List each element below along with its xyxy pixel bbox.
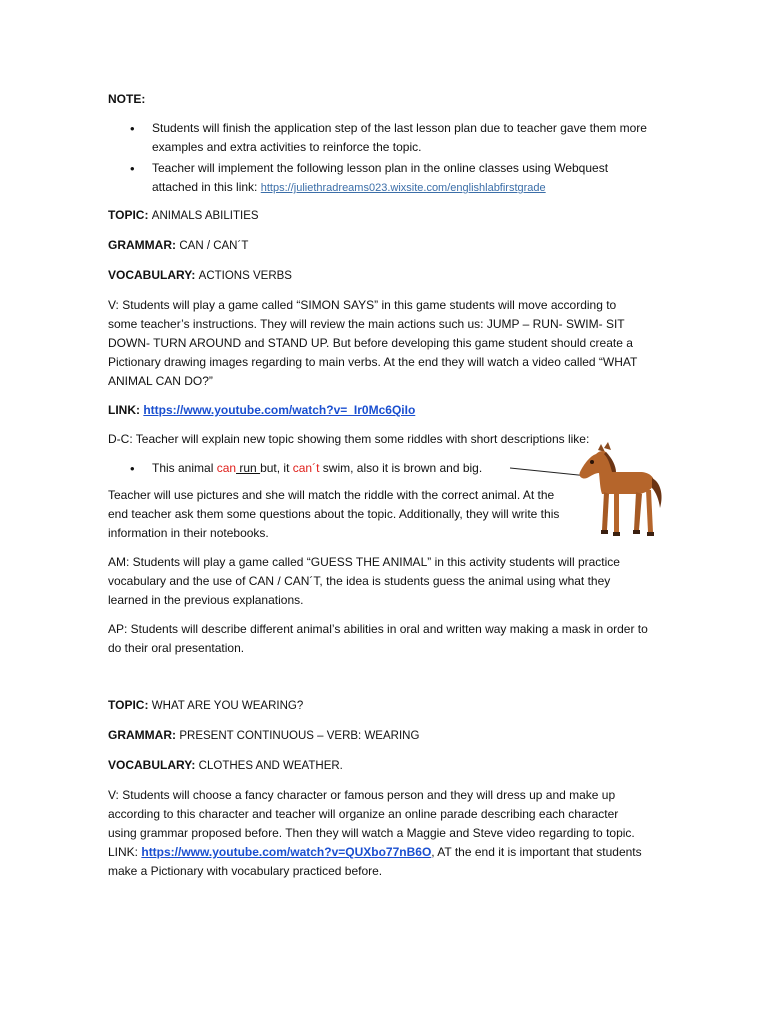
note-list [108, 119, 648, 198]
webquest-link[interactable]: https://juliethradreams023.wixsite.com/englishlabfirstgrade [260, 182, 546, 194]
lesson1-am-paragraph: AM: Students will play a game called “GUESS THE ANIMAL” in this activity students will practice vocabulary and the use of CAN / CAN´T, the idea is students guess the animal using what they learned in the previous explanations. [108, 555, 620, 607]
lesson2-topic: TOPIC: WHAT ARE YOU WEARING? [108, 698, 304, 712]
lesson1-dc-paragraph: D-C: Teacher will explain new topic showing them some riddles with short descriptions like: [108, 432, 590, 446]
lesson2-v-paragraph: V: Students will choose a fancy character or famous person and they will dress up and make up according to this character and teacher will organize an online parade describing each character using grammar proposed before. Then they will watch a Maggie and Steve video regarding to topic. LINK: https://www.youtube.com/watch?v=QUXbo77nB6O, AT the end it is important that students make a Pictionary with vocabulary practiced before. [108, 788, 642, 878]
lesson2-vocabulary: VOCABULARY: CLOTHES AND WEATHER. [108, 758, 343, 772]
note-bullet-2: • Teacher will implement the following lesson plan in the online classes using Webquest attached in this link: https://juliethradreams023.wixsite.com/englishlabfirstgrade [152, 159, 648, 198]
document-page [108, 90, 648, 891]
youtube-link-1[interactable]: https://www.youtube.com/watch?v=_Ir0Mc6QiIo [143, 403, 416, 417]
horse-picture [578, 442, 668, 542]
riddle-run: run [236, 461, 261, 475]
lesson1-teacher-paragraph: Teacher will use pictures and she will match the riddle with the correct animal. At the end teacher ask them some questions about the topic. Additionally, they will write this information in their notebooks. [108, 488, 560, 540]
lesson2-grammar: GRAMMAR: PRESENT CONTINUOUS – VERB: WEARING [108, 728, 420, 742]
lesson1-topic: TOPIC: ANIMALS ABILITIES [108, 208, 259, 222]
note-heading: NOTE: [108, 92, 146, 106]
lesson1-ap-paragraph: AP: Students will describe different animal’s abilities in oral and written way making a mask in order to do their oral presentation. [108, 622, 648, 655]
lesson1-vocabulary: VOCABULARY: ACTIONS VERBS [108, 268, 292, 282]
note-bullet-1: • Students will finish the application step of the last lesson plan due to teacher gave them more examples and extra activities to reinforce the topic. [152, 119, 648, 157]
youtube-link-2[interactable]: https://www.youtube.com/watch?v=QUXbo77nB6O [141, 845, 432, 859]
lesson1-grammar: GRAMMAR: CAN / CAN´T [108, 238, 249, 252]
lesson1-link-line: LINK: https://www.youtube.com/watch?v=_Ir0Mc6QiIo [108, 403, 416, 417]
lesson1-v-paragraph: V: Students will play a game called “SIMON SAYS” in this game students will move according to some teacher’s instructions. They will review the main actions such us: JUMP – RUN- SWIM- SIT DOWN- TURN AROUND and STAND UP. But before developing this game student should create a Pictionary drawing images regarding to main verbs. At the end they will watch a video called “WHAT ANIMAL CAN DO?” [108, 298, 638, 388]
riddle-cant: can´t [292, 461, 320, 475]
riddle-bullet: • This animal can run but, it can´t swim, also it is brown and big. [152, 459, 648, 478]
riddle-can: can [216, 461, 237, 475]
